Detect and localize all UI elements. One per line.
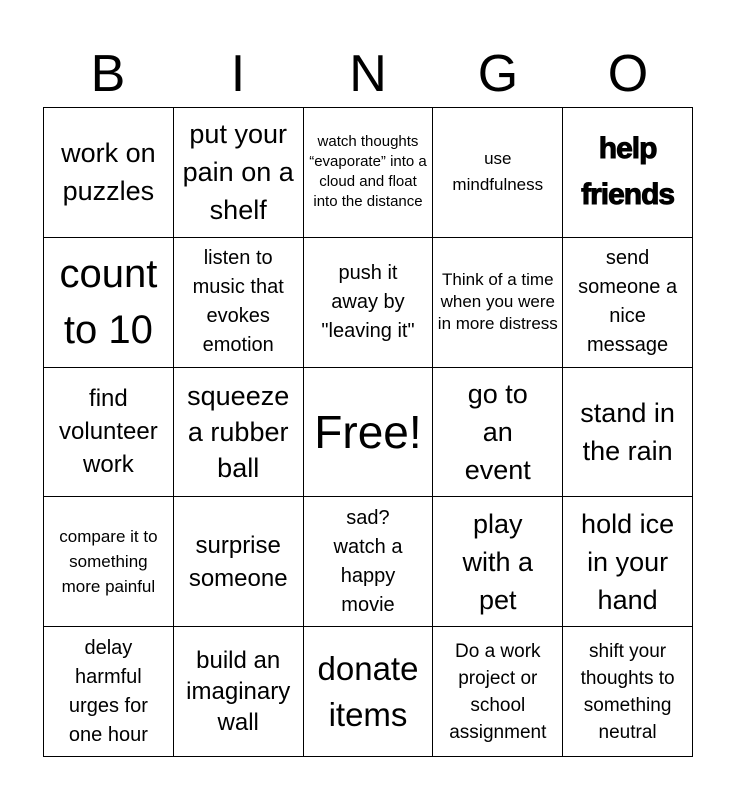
bingo-cell-r2-c2[interactable] (174, 238, 304, 368)
cell-text: build an imaginary wall (186, 647, 291, 737)
bingo-cell-r5-c4[interactable] (433, 627, 563, 757)
header-letter-g: G (477, 45, 519, 103)
cell-text: donate items (317, 649, 419, 733)
bingo-cell-r2-c1[interactable] (44, 238, 174, 368)
bingo-cell-r4-c4[interactable] (433, 497, 563, 627)
bingo-cell-r3-c1[interactable] (44, 368, 174, 498)
cell-text: use mindfulness (452, 149, 544, 195)
cell-text: Think of a time when you were in more distress (437, 270, 558, 334)
bingo-cell-r4-c2[interactable] (174, 497, 304, 627)
bingo-cell-r2-c3[interactable] (304, 238, 434, 368)
cell-text: compare it to something more painful (59, 527, 158, 597)
cell-text: surprise someone (188, 531, 288, 592)
cell-text: delay harmful urges for one hour (68, 636, 148, 746)
cell-text: watch thoughts “evaporate” into a cloud and float into the distance (309, 133, 427, 211)
cell-text: sad? watch a happy movie (333, 506, 403, 616)
cell-text: squeeze a rubber ball (187, 380, 290, 483)
cell-text: find volunteer work (59, 385, 158, 479)
header-letter-o: O (607, 45, 649, 103)
header-letter-b: B (90, 45, 126, 103)
bingo-cell-r4-c5[interactable] (563, 497, 693, 627)
bingo-grid (43, 107, 693, 757)
header-letter-n: N (349, 45, 387, 103)
cell-text: help friends (581, 132, 675, 212)
cell-text: work on puzzles (61, 138, 156, 207)
bingo-cell-r5-c3[interactable] (304, 627, 434, 757)
bingo-cell-r2-c4[interactable] (433, 238, 563, 368)
bingo-cell-r3-c2[interactable] (174, 368, 304, 498)
bingo-cell-r4-c1[interactable] (44, 497, 174, 627)
bingo-cell-r1-c1[interactable] (44, 108, 174, 238)
bingo-cell-r2-c5[interactable] (563, 238, 693, 368)
cell-text: Do a work project or school assignment (449, 640, 547, 743)
bingo-cell-r1-c4[interactable] (433, 108, 563, 238)
bingo-cell-r5-c1[interactable] (44, 627, 174, 757)
free-space: Free! (314, 405, 422, 458)
cell-text: hold ice in your hand (581, 508, 675, 615)
bingo-header (43, 40, 693, 108)
bingo-cell-r5-c2[interactable] (174, 627, 304, 757)
bingo-cell-r1-c3[interactable] (304, 108, 434, 238)
bingo-cell-r1-c2[interactable] (174, 108, 304, 238)
bingo-cell-r3-c4[interactable] (433, 368, 563, 498)
cell-text: shift your thoughts to something neutral (580, 640, 675, 743)
bingo-cell-r3-c3[interactable] (304, 368, 434, 498)
cell-text: send someone a nice message (578, 247, 678, 357)
cell-text: go to an event (464, 378, 531, 485)
bingo-cell-r1-c5[interactable] (563, 108, 693, 238)
cell-text: put your pain on a shelf (182, 119, 294, 226)
bingo-cell-r3-c5[interactable] (563, 368, 693, 498)
cell-text: count to 10 (59, 252, 158, 353)
header-letter-i: I (230, 45, 246, 103)
cell-text: push it away by "leaving it" (321, 261, 415, 342)
cell-text: listen to music that evokes emotion (192, 247, 284, 357)
cell-text: stand in the rain (580, 397, 675, 466)
cell-text: play with a pet (462, 508, 534, 615)
bingo-cell-r5-c5[interactable] (563, 627, 693, 757)
bingo-cell-r4-c3[interactable] (304, 497, 434, 627)
